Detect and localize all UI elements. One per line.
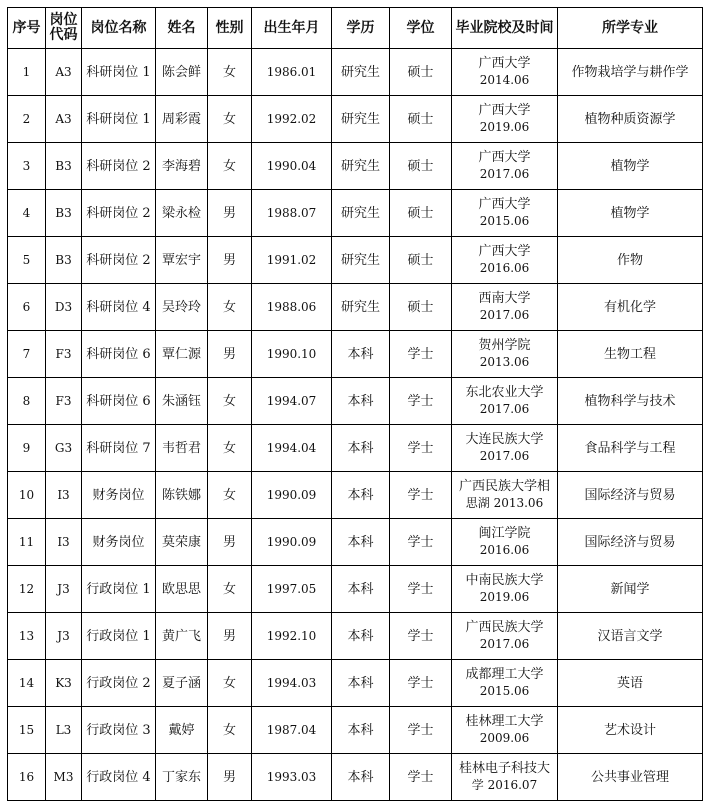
cell-gender: 男 — [208, 331, 252, 378]
cell-position: 行政岗位 1 — [82, 613, 156, 660]
graduation-date: 2013.06 — [479, 355, 530, 369]
cell-seq: 15 — [8, 707, 46, 754]
cell-birth: 1997.05 — [252, 566, 332, 613]
cell-education: 本科 — [332, 378, 390, 425]
cell-degree: 学士 — [390, 425, 452, 472]
cell-name: 陈铁娜 — [156, 472, 208, 519]
cell-code: B3 — [46, 143, 82, 190]
graduation-date: 2015.06 — [479, 684, 530, 698]
cell-gender: 女 — [208, 472, 252, 519]
cell-position: 行政岗位 4 — [82, 754, 156, 801]
cell-degree: 学士 — [390, 378, 452, 425]
cell-gender: 女 — [208, 143, 252, 190]
cell-position: 行政岗位 2 — [82, 660, 156, 707]
cell-birth: 1992.10 — [252, 613, 332, 660]
cell-seq: 12 — [8, 566, 46, 613]
table-row — [8, 284, 703, 331]
header-code-line1: 岗位 — [49, 12, 78, 28]
cell-school — [452, 425, 558, 472]
school-name: 东北农业大学 — [465, 385, 544, 400]
cell-seq: 3 — [8, 143, 46, 190]
cell-name: 陈会鲜 — [156, 49, 208, 96]
cell-gender: 男 — [208, 190, 252, 237]
cell-major: 生物工程 — [558, 331, 703, 378]
table-row — [8, 331, 703, 378]
cell-position: 科研岗位 2 — [82, 143, 156, 190]
cell-position: 科研岗位 2 — [82, 237, 156, 284]
cell-major: 艺术设计 — [558, 707, 703, 754]
cell-degree: 学士 — [390, 660, 452, 707]
school-name: 贺州学院 — [478, 338, 531, 353]
cell-degree: 学士 — [390, 519, 452, 566]
cell-education: 本科 — [332, 660, 390, 707]
cell-education: 本科 — [332, 613, 390, 660]
cell-major: 汉语言文学 — [558, 613, 703, 660]
cell-gender: 女 — [208, 425, 252, 472]
graduation-date: 思湖 2013.06 — [465, 496, 544, 510]
cell-gender: 女 — [208, 96, 252, 143]
cell-seq: 7 — [8, 331, 46, 378]
table-row — [8, 190, 703, 237]
cell-seq: 5 — [8, 237, 46, 284]
cell-code: M3 — [46, 754, 82, 801]
cell-gender: 女 — [208, 566, 252, 613]
cell-gender: 男 — [208, 754, 252, 801]
cell-seq: 8 — [8, 378, 46, 425]
school-name: 桂林理工大学 — [465, 714, 544, 729]
cell-education: 研究生 — [332, 49, 390, 96]
graduation-date: 2017.06 — [479, 637, 530, 651]
header-seq: 序号 — [8, 8, 46, 49]
header-school: 毕业院校及时间 — [452, 8, 558, 49]
header-name: 姓名 — [156, 8, 208, 49]
cell-major: 国际经济与贸易 — [558, 472, 703, 519]
cell-name: 莫荣康 — [156, 519, 208, 566]
cell-code: B3 — [46, 190, 82, 237]
graduation-date: 2016.06 — [479, 543, 530, 557]
header-gender: 性别 — [208, 8, 252, 49]
cell-school — [452, 96, 558, 143]
cell-birth: 1988.06 — [252, 284, 332, 331]
cell-major: 植物科学与技术 — [558, 378, 703, 425]
cell-major: 新闻学 — [558, 566, 703, 613]
school-name: 闽江学院 — [478, 526, 531, 541]
cell-education: 本科 — [332, 707, 390, 754]
cell-gender: 女 — [208, 707, 252, 754]
header-education: 学历 — [332, 8, 390, 49]
school-name: 桂林电子科技大 — [458, 761, 550, 776]
school-name: 广西民族大学 — [465, 620, 544, 635]
school-name: 西南大学 — [478, 291, 531, 306]
cell-code: I3 — [46, 519, 82, 566]
cell-major: 国际经济与贸易 — [558, 519, 703, 566]
cell-position: 科研岗位 7 — [82, 425, 156, 472]
personnel-table — [7, 7, 703, 801]
cell-code: L3 — [46, 707, 82, 754]
cell-name: 李海碧 — [156, 143, 208, 190]
cell-major: 英语 — [558, 660, 703, 707]
cell-major: 有机化学 — [558, 284, 703, 331]
cell-gender: 男 — [208, 519, 252, 566]
cell-code: D3 — [46, 284, 82, 331]
cell-major: 公共事业管理 — [558, 754, 703, 801]
table-row — [8, 425, 703, 472]
cell-code: I3 — [46, 472, 82, 519]
cell-seq: 2 — [8, 96, 46, 143]
cell-name: 戴婷 — [156, 707, 208, 754]
table-row — [8, 49, 703, 96]
cell-school — [452, 284, 558, 331]
table-row — [8, 754, 703, 801]
cell-school — [452, 49, 558, 96]
school-name: 广西大学 — [478, 244, 531, 259]
cell-school — [452, 754, 558, 801]
school-name: 广西大学 — [478, 197, 531, 212]
cell-name: 覃仁源 — [156, 331, 208, 378]
cell-major: 植物种质资源学 — [558, 96, 703, 143]
cell-position: 科研岗位 6 — [82, 378, 156, 425]
cell-degree: 硕士 — [390, 284, 452, 331]
cell-position: 科研岗位 1 — [82, 96, 156, 143]
table-row — [8, 519, 703, 566]
cell-education: 研究生 — [332, 237, 390, 284]
cell-gender: 女 — [208, 378, 252, 425]
cell-degree: 学士 — [390, 331, 452, 378]
cell-education: 本科 — [332, 472, 390, 519]
cell-school — [452, 190, 558, 237]
header-major: 所学专业 — [558, 8, 703, 49]
cell-major: 植物学 — [558, 143, 703, 190]
table-row — [8, 613, 703, 660]
graduation-date: 2019.06 — [479, 590, 530, 604]
cell-education: 本科 — [332, 425, 390, 472]
graduation-date: 2017.06 — [479, 449, 530, 463]
cell-position: 行政岗位 1 — [82, 566, 156, 613]
cell-school — [452, 237, 558, 284]
cell-major: 作物 — [558, 237, 703, 284]
cell-gender: 男 — [208, 237, 252, 284]
cell-education: 研究生 — [332, 143, 390, 190]
cell-name: 夏子涵 — [156, 660, 208, 707]
graduation-date: 2019.06 — [479, 120, 530, 134]
cell-birth: 1992.02 — [252, 96, 332, 143]
cell-school — [452, 472, 558, 519]
graduation-date: 2009.06 — [479, 731, 530, 745]
table-body — [8, 49, 703, 801]
cell-name: 吴玲玲 — [156, 284, 208, 331]
table-row — [8, 472, 703, 519]
cell-birth: 1994.04 — [252, 425, 332, 472]
cell-position: 科研岗位 1 — [82, 49, 156, 96]
cell-school — [452, 331, 558, 378]
table-row — [8, 237, 703, 284]
table-row — [8, 378, 703, 425]
cell-code: F3 — [46, 331, 82, 378]
cell-code: K3 — [46, 660, 82, 707]
cell-name: 周彩霞 — [156, 96, 208, 143]
cell-major: 作物栽培学与耕作学 — [558, 49, 703, 96]
cell-birth: 1993.03 — [252, 754, 332, 801]
cell-code: A3 — [46, 49, 82, 96]
cell-degree: 学士 — [390, 566, 452, 613]
table-row — [8, 707, 703, 754]
cell-seq: 4 — [8, 190, 46, 237]
school-name: 广西民族大学相 — [458, 479, 550, 494]
cell-position: 科研岗位 4 — [82, 284, 156, 331]
cell-birth: 1990.09 — [252, 519, 332, 566]
cell-birth: 1994.07 — [252, 378, 332, 425]
school-name: 成都理工大学 — [465, 667, 544, 682]
cell-birth: 1991.02 — [252, 237, 332, 284]
cell-code: G3 — [46, 425, 82, 472]
cell-code: B3 — [46, 237, 82, 284]
table-row — [8, 660, 703, 707]
cell-birth: 1988.07 — [252, 190, 332, 237]
cell-name: 梁永检 — [156, 190, 208, 237]
cell-education: 本科 — [332, 331, 390, 378]
cell-position: 科研岗位 6 — [82, 331, 156, 378]
cell-birth: 1990.10 — [252, 331, 332, 378]
cell-degree: 硕士 — [390, 237, 452, 284]
cell-position: 行政岗位 3 — [82, 707, 156, 754]
graduation-date: 2015.06 — [479, 214, 530, 228]
cell-gender: 男 — [208, 613, 252, 660]
cell-degree: 硕士 — [390, 49, 452, 96]
school-name: 广西大学 — [478, 150, 531, 165]
cell-school — [452, 613, 558, 660]
cell-name: 覃宏宇 — [156, 237, 208, 284]
cell-seq: 6 — [8, 284, 46, 331]
header-row — [8, 8, 703, 49]
graduation-date: 2017.06 — [479, 402, 530, 416]
cell-school — [452, 378, 558, 425]
cell-gender: 女 — [208, 49, 252, 96]
cell-code: J3 — [46, 613, 82, 660]
cell-degree: 学士 — [390, 472, 452, 519]
cell-education: 研究生 — [332, 96, 390, 143]
cell-code: A3 — [46, 96, 82, 143]
cell-name: 朱涵钰 — [156, 378, 208, 425]
cell-gender: 女 — [208, 660, 252, 707]
cell-school — [452, 707, 558, 754]
cell-major: 植物学 — [558, 190, 703, 237]
cell-degree: 硕士 — [390, 190, 452, 237]
cell-school — [452, 566, 558, 613]
cell-birth: 1986.01 — [252, 49, 332, 96]
graduation-date: 2014.06 — [479, 73, 530, 87]
cell-seq: 9 — [8, 425, 46, 472]
cell-degree: 硕士 — [390, 96, 452, 143]
cell-position: 财务岗位 — [82, 472, 156, 519]
cell-birth: 1987.04 — [252, 707, 332, 754]
cell-name: 黄广飞 — [156, 613, 208, 660]
cell-education: 研究生 — [332, 190, 390, 237]
graduation-date: 2017.06 — [479, 167, 530, 181]
cell-position: 科研岗位 2 — [82, 190, 156, 237]
cell-birth: 1990.09 — [252, 472, 332, 519]
cell-seq: 11 — [8, 519, 46, 566]
graduation-date: 学 2016.07 — [471, 778, 538, 792]
table-row — [8, 566, 703, 613]
cell-degree: 学士 — [390, 754, 452, 801]
cell-school — [452, 143, 558, 190]
school-name: 广西大学 — [478, 103, 531, 118]
cell-education: 本科 — [332, 566, 390, 613]
cell-degree: 学士 — [390, 707, 452, 754]
cell-seq: 14 — [8, 660, 46, 707]
cell-seq: 16 — [8, 754, 46, 801]
cell-education: 本科 — [332, 754, 390, 801]
cell-code: J3 — [46, 566, 82, 613]
cell-degree: 学士 — [390, 613, 452, 660]
cell-birth: 1994.03 — [252, 660, 332, 707]
header-code-line2: 代码 — [49, 27, 78, 43]
table-row — [8, 96, 703, 143]
cell-name: 丁家东 — [156, 754, 208, 801]
school-name: 中南民族大学 — [465, 573, 544, 588]
cell-birth: 1990.04 — [252, 143, 332, 190]
cell-seq: 13 — [8, 613, 46, 660]
cell-seq: 10 — [8, 472, 46, 519]
document-page — [7, 7, 703, 801]
header-position: 岗位名称 — [82, 8, 156, 49]
header-code — [46, 8, 82, 49]
school-name: 广西大学 — [478, 56, 531, 71]
cell-school — [452, 519, 558, 566]
cell-education: 本科 — [332, 519, 390, 566]
cell-gender: 女 — [208, 284, 252, 331]
cell-seq: 1 — [8, 49, 46, 96]
cell-name: 欧思思 — [156, 566, 208, 613]
cell-code: F3 — [46, 378, 82, 425]
cell-education: 研究生 — [332, 284, 390, 331]
cell-position: 财务岗位 — [82, 519, 156, 566]
school-name: 大连民族大学 — [465, 432, 544, 447]
cell-name: 韦哲君 — [156, 425, 208, 472]
graduation-date: 2016.06 — [479, 261, 530, 275]
cell-degree: 硕士 — [390, 143, 452, 190]
header-birth: 出生年月 — [252, 8, 332, 49]
cell-major: 食品科学与工程 — [558, 425, 703, 472]
graduation-date: 2017.06 — [479, 308, 530, 322]
table-row — [8, 143, 703, 190]
header-degree: 学位 — [390, 8, 452, 49]
cell-school — [452, 660, 558, 707]
